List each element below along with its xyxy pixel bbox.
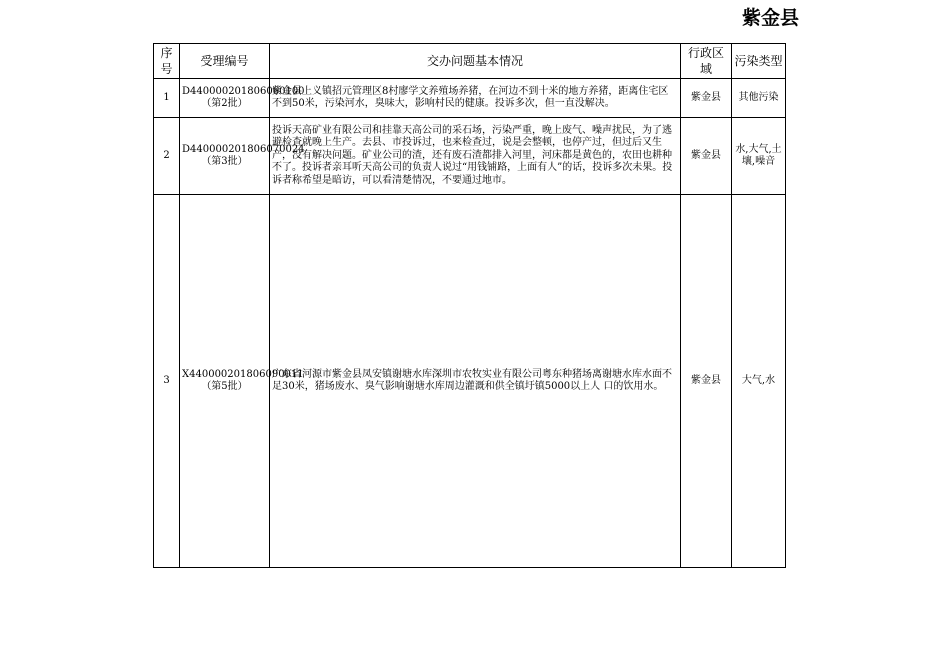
cell-type: 水,大气,土壤,噪音 [732,118,786,195]
cell-seq: 3 [154,195,180,568]
cell-region: 紫金县 [681,118,732,195]
cell-id: X440000201806090011（第5批） [180,195,270,568]
cell-type: 其他污染 [732,79,786,118]
header-seq: 序号 [154,44,180,79]
cell-desc: 投诉天高矿业有限公司和挂靠天高公司的采石场，污染严重，晚上废气、噪声扰民，为了逃避检查就晚上生产。去县、市投诉过，也来检查过，说是会整顿，也停产过，但过后又生产，没有解决问题。矿业公司的渣，还有废石渣都排入河里，河床都是黄色的，农田也耕种不了。投诉者亲耳听天高公司的负责人说过“用钱铺路，上面有人”的话，投诉多次未果。投诉者称希望是暗访，可以看清楚情况，不要通过地市。 [270,118,681,195]
cell-seq: 1 [154,79,180,118]
table-row [154,118,786,195]
cell-id: D440000201806060100（第2批） [180,79,270,118]
header-region: 行政区域 [681,44,732,79]
cell-region: 紫金县 [681,79,732,118]
cell-desc: 广东省河源市紫金县凤安镇谢塘水库深圳市农牧实业有限公司粤东种猪场离谢塘水库水面不足30米，猪场废水、臭气影响谢塘水库周边灌溉和供全镇圩镇5000以上人 口的饮用水。 [270,195,681,568]
header-id: 受理编号 [180,44,270,79]
cell-id: D440000201806070024（第3批） [180,118,270,195]
cell-seq: 2 [154,118,180,195]
header-desc: 交办问题基本情况 [270,44,681,79]
table-row [154,195,786,568]
document-title: 紫金县 [742,7,800,29]
cell-region: 紫金县 [681,195,732,568]
cell-desc: 紫金县上义镇招元管理区8村廖学文养殖场养猪，在河边不到十米的地方养猪，距离住宅区不到50米，污染河水，臭味大，影响村民的健康。投诉多次，但一直没解决。 [270,79,681,118]
complaint-table [153,43,786,568]
header-type: 污染类型 [732,44,786,79]
table-row [154,79,786,118]
table-header-row [154,44,786,79]
cell-type: 大气,水 [732,195,786,568]
